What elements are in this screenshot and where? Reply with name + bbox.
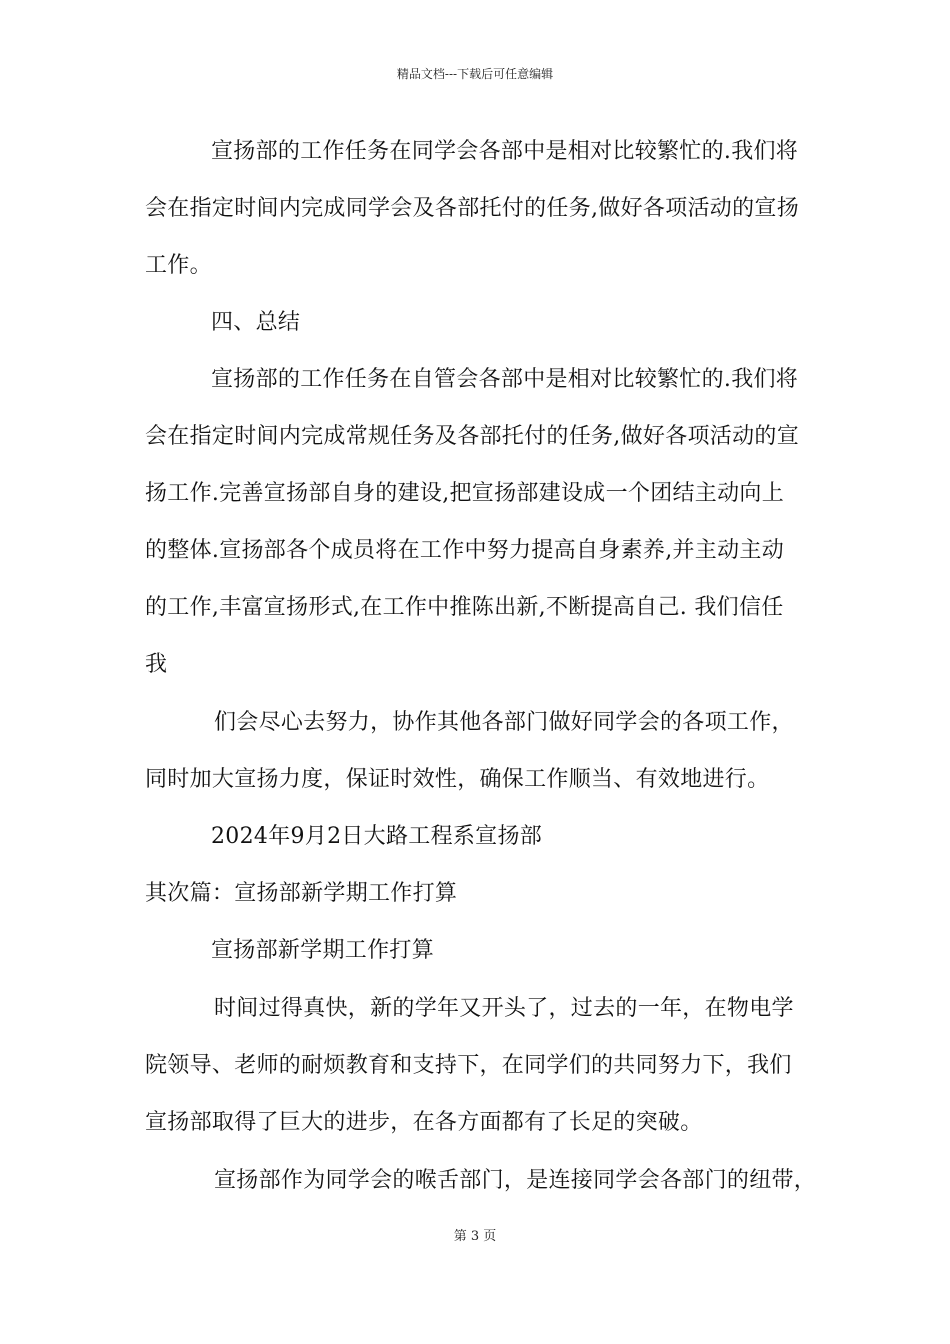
chapter-title: 其次篇：宣扬部新学期工作打算 [145,881,458,906]
section-heading: 四、总结 [211,310,301,335]
paragraph-line: 宣扬部作为同学会的喉舌部门，是连接同学会各部门的纽带， [214,1168,817,1193]
paragraph-line: 的整体.宣扬部各个成员将在工作中努力提高自身素养,并主动主动 [145,538,784,563]
paragraph-line: 宣扬部取得了巨大的进步，在各方面都有了长足的突破。 [145,1110,703,1135]
section-title: 宣扬部新学期工作打算 [211,938,435,963]
paragraph-line: 时间过得真快，新的学年又开头了，过去的一年，在物电学 [214,996,794,1021]
paragraph-line: 工作。 [145,253,212,278]
page-header: 精品文档---下载后可任意编辑 [396,67,554,81]
paragraph-line: 同时加大宣扬力度，保证时效性，确保工作顺当、有效地进行。 [145,767,770,792]
signature-date-line: 2024年9月2日大路工程系宣扬部 [211,824,543,849]
paragraph-line: 的工作,丰富宣扬形式,在工作中推陈出新,不断提高自己. 我们信任 [145,595,784,620]
paragraph-line: 会在指定时间内完成常规任务及各部托付的任务,做好各项活动的宣 [145,424,799,449]
paragraph-line: 宣扬部的工作任务在同学会各部中是相对比较繁忙的.我们将 [211,139,799,164]
paragraph-line: 院领导、老师的耐烦教育和支持下，在同学们的共同努力下，我们 [145,1053,792,1078]
paragraph-line: 宣扬部的工作任务在自管会各部中是相对比较繁忙的.我们将 [211,367,799,392]
paragraph-line: 我 [145,652,168,677]
paragraph-line: 们会尽心去努力，协作其他各部门做好同学会的各项工作， [214,710,794,735]
paragraph-line: 扬工作.完善宣扬部自身的建设,把宣扬部建设成一个团结主动向上 [145,481,784,506]
page-number: 第 3 页 [453,1229,497,1244]
paragraph-line: 会在指定时间内完成同学会及各部托付的任务,做好各项活动的宣扬 [145,196,799,221]
